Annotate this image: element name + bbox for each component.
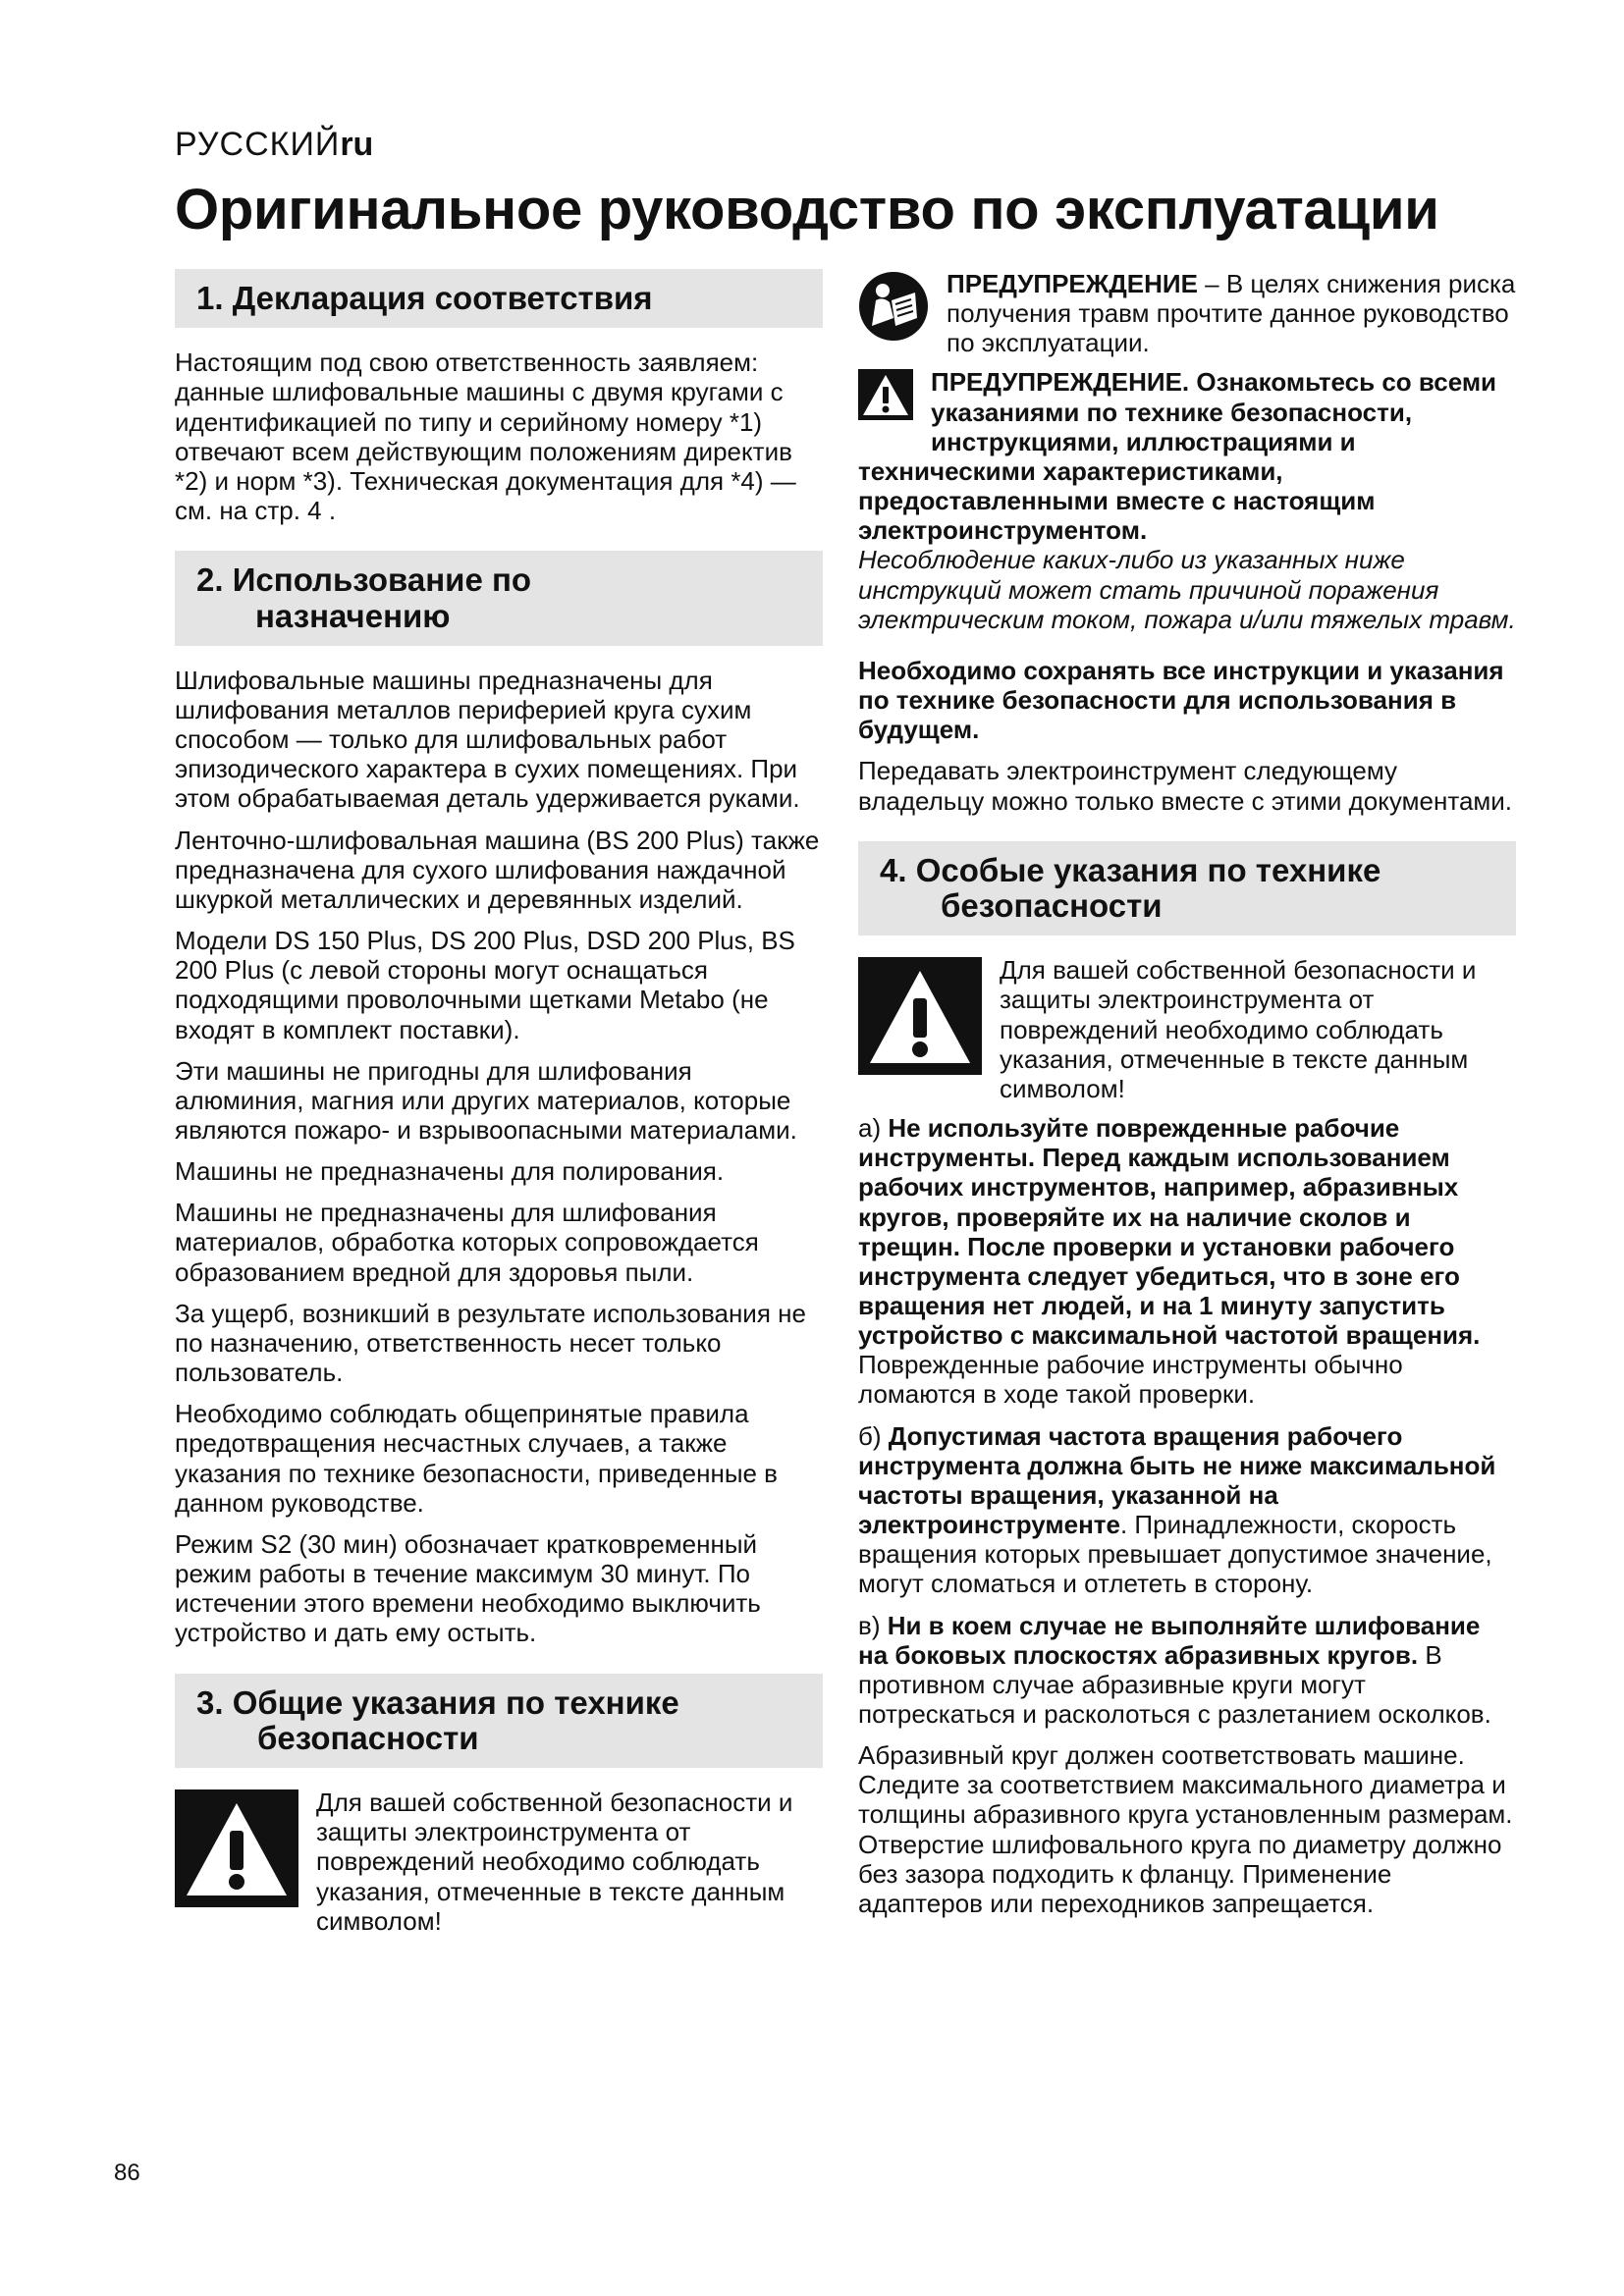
paragraph: За ущерб, возникший в результате использования не по назначению, ответственность несет только пользователь. [175,1298,806,1388]
pass-on-note: Передавать электроинструмент следующему владельцу можно только вместе с этими документами. [858,756,1513,816]
left-column [175,269,823,1946]
paragraph: Абразивный круг должен соответствовать машине. Следите за соответствием максимального диаметра и толщины абразивного круга установленным размерам. Отверстие шлифовального круга по диаметру должно без зазора подходить к фланцу. Применение адаптеров или переходников запрещается. [858,1740,1513,1918]
section-2-heading: 2. Использование по назначению [175,551,823,646]
rule-c: в) Ни в коем случае не выполняйте шлифование на боковых плоскостях абразивных кругов. В противном случае абразивные круги могут потрескаться и расколоться с разлетанием осколков. [858,1610,1491,1729]
safety-note: Для вашей собственной безопасности и защиты электроинструмента от повреждений необходимо соблюдать указания, отмеченные в тексте данным символом! [175,1788,823,1936]
keep-instructions: Необходимо сохранять все инструкции и указания по технике безопасности для использования в будущем. [858,655,1504,745]
language-label: РУССКИЙru [175,126,374,163]
read-manual-icon [858,271,929,347]
right-column [858,269,1516,1930]
paragraph: Эти машины не пригодны для шлифования алюминия, магния или других материалов, которые являются пожаро- и взрывоопасными материалами. [175,1055,797,1146]
declaration-text: Настоящим под свою ответственность заявляем: данные шлифовальные машины с двумя кругами с идентификацией по типу и серийному номеру *1) отвечают всем действующим положениям директив *2) и норм *3). Техническая документация для *4) — см. на стр. 4 . [175,347,796,526]
page-title: Оригинальное руководство по эксплуатации [175,178,1439,241]
warning-read-all: ПРЕДУПРЕЖДЕНИЕ. Ознакомьтесь со всеми указаниями по технике безопасности, инструкциями, иллюстрациями и техническими характеристиками, предоставленными вместе с настоящим электроинструментом. Несоблюдение каких-либо из указанных ниже инструкций может стать причиной поражения электрическим током, пожара и/или тяжелых травм. [858,367,1516,634]
warning-triangle-icon [858,957,982,1080]
rule-a: а) Не используйте поврежденные рабочие инструменты. Перед каждым использованием рабочих инструментов, например, абразивных кругов, проверяйте их на наличие сколов и трещин. После проверки и установки рабочего инструмента следует убедиться, что в зоне его вращения нет людей, и на 1 минуту запустить устройство с максимальной частотой вращения. Поврежденные рабочие инструменты обычно ломаются в ходе такой проверки. [858,1113,1481,1410]
paragraph: Режим S2 (30 мин) обозначает кратковременный режим работы в течение максимум 30 минут. По истечении этого времени необходимо выключить устройство и дать ему остыть. [175,1528,761,1648]
section-3-heading: 3. Общие указания по технике безопасности [175,1674,823,1769]
safety-note: Для вашей собственной безопасности и защиты электроинструмента от повреждений необходимо соблюдать указания, отмеченные в тексте данным символом! [858,955,1516,1103]
paragraph: Машины не предназначены для полирования. [175,1156,725,1187]
warning-triangle-small-icon [858,369,913,425]
paragraph: Машины не предназначены для шлифования материалов, обработка которых сопровождается образованием вредной для здоровья пыли. [175,1198,759,1287]
warning-consequence: Несоблюдение каких-либо из указанных ниже инструкций может стать причиной поражения электрическим током, пожара и/или тяжелых травм. [858,545,1516,634]
paragraph: Необходимо соблюдать общепринятые правила предотвращения несчастных случаев, а также указания по технике безопасности, приведенные в данном руководстве. [175,1399,778,1518]
read-manual-warning: ПРЕДУПРЕЖДЕНИЕ – В целях снижения риска получения травм прочтите данное руководство по эксплуатации. [858,269,1516,357]
paragraph: Модели DS 150 Plus, DS 200 Plus, DSD 200 Plus, BS 200 Plus (с левой стороны могут оснащаться подходящими проволочными щетками Metabo (не входят в комплект поставки). [175,926,795,1044]
warning-triangle-icon [175,1789,298,1912]
page-number: 86 [114,2160,140,2186]
section-1-heading: 1. Декларация соответствия [175,269,823,328]
paragraph: Ленточно-шлифовальная машина (BS 200 Plus) также предназначена для сухого шлифования наждачной шкуркой металлических и деревянных изделий. [175,825,820,914]
paragraph: Шлифовальные машины предназначены для шлифования металлов периферией круга сухим способом — только для шлифовальных работ эпизодического характера в сухих помещениях. При этом обрабатываемая деталь удерживается руками. [175,665,800,814]
section-4-heading: 4. Особые указания по технике безопасности [858,841,1516,936]
rule-b: б) Допустимая частота вращения рабочего инструмента должна быть не ниже максимальной частоты вращения, указанной на электроинструменте. Принадлежности, скорость вращения которых превышает допустимое значение, могут сломаться и отлететь в сторону. [858,1420,1496,1599]
